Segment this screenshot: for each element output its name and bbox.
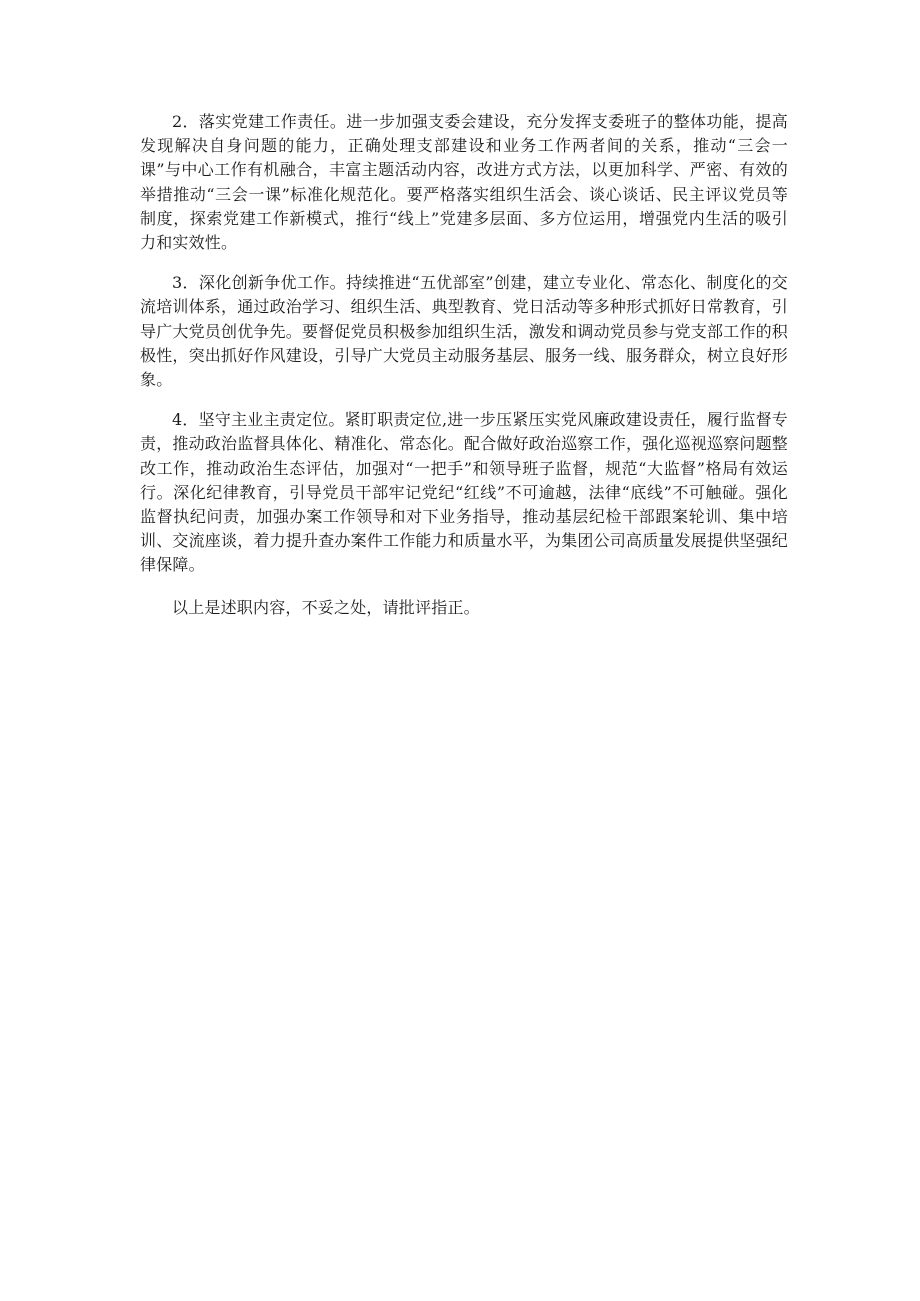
closing-statement: 以上是述职内容，不妥之处，请批评指正。 [172,597,480,617]
paragraph-item-4: 4．坚守主业主责定位。紧盯职责定位,进一步压紧压实党风廉政建设责任，履行监督专责，推动政治监督具体化、精准化、常态化。配合做好政治巡察工作，强化巡视巡察问题整改工作，推动政治生态评估，加强对“一把手”和领导班子监督，规范“大监督”格局有效运行。深化纪律教育，引导党员干部牢记党纪“红线”不可逾越，法律“底线”不可触碰。强化监督执纪问责，加强办案工作领导和对下业务指导，推动基层纪检干部跟案轮训、集中培训、交流座谈，着力提升查办案件工作能力和质量水平，为集团公司高质量发展提供坚强纪律保障。 [140,410,789,575]
paragraph-item-3: 3．深化创新争优工作。持续推进“五优部室”创建，建立专业化、常态化、制度化的交流培训体系，通过政治学习、组织生活、典型教育、党日活动等多种形式抓好日常教育，引导广大党员创优争先。要督促党员积极参加组织生活，激发和调动党员参与党支部工作的积极性，突出抓好作风建设，引导广大党员主动服务基层、服务一线、服务群众，树立良好形象。 [140,273,789,390]
document-page [140,110,788,636]
paragraph-item-2: 2．落实党建工作责任。进一步加强支委会建设，充分发挥支委班子的整体功能，提高发现解决自身问题的能力，正确处理支部建设和业务工作两者间的关系，推动“三会一课”与中心工作有机融合，丰富主题活动内容，改进方式方法，以更加科学、严密、有效的举措推动“三会一课”标准化规范化。要严格落实组织生活会、谈心谈话、民主评议党员等制度，探索党建工作新模式，推行“线上”党建多层面、多方位运用，增强党内生活的吸引力和实效性。 [140,112,788,253]
